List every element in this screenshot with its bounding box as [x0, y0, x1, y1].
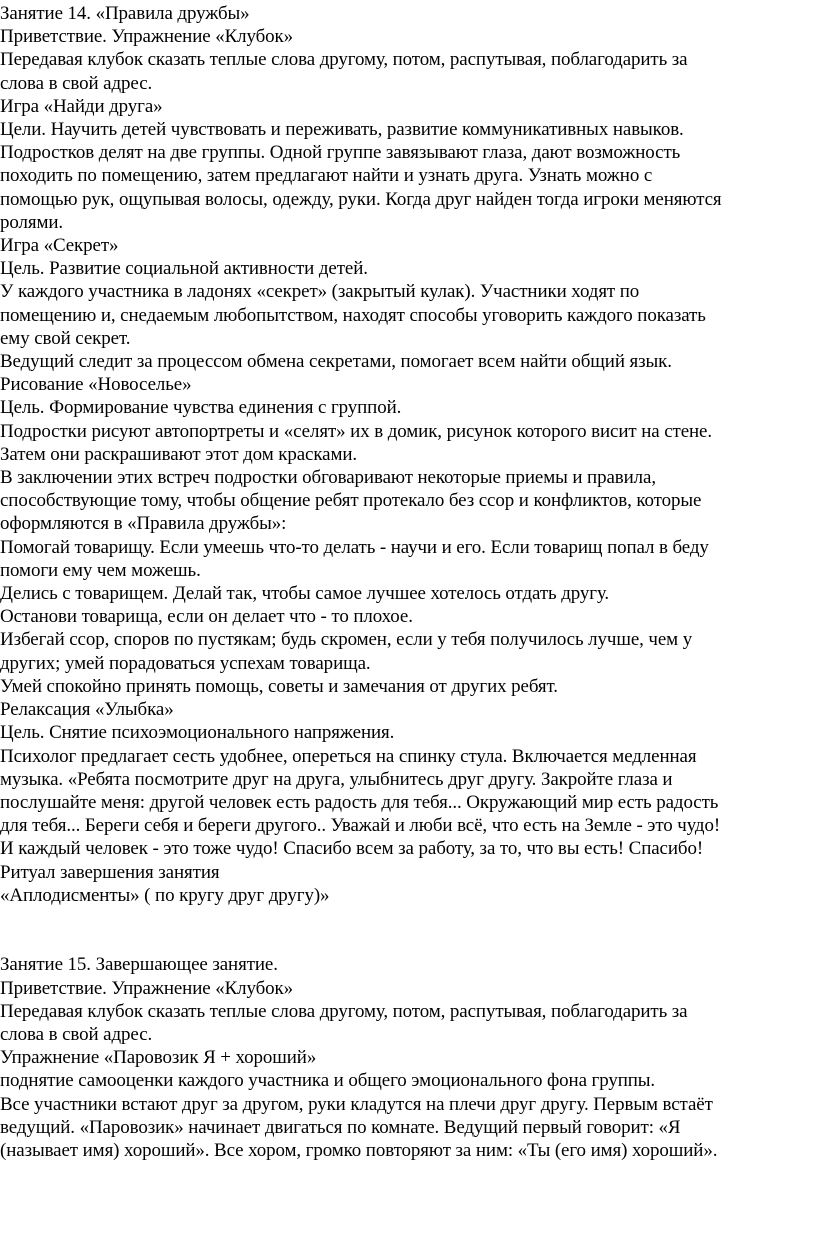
- text-line: способствующие тому, чтобы общение ребят протекало без ссор и конфликтов, которые: [0, 490, 702, 512]
- text-line: (называет имя) хороший». Все хором, громко повторяют за ним: «Ты (его имя) хороший».: [0, 1139, 718, 1161]
- text-line: Психолог предлагает сесть удобнее, опереться на спинку стула. Включается медленная: [0, 745, 697, 767]
- text-line: Рисование «Новоселье»: [0, 374, 192, 396]
- text-line: Передавая клубок сказать теплые слова другому, потом, распутывая, поблагодарить за: [0, 49, 688, 71]
- text-line: помоги ему чем можешь.: [0, 559, 201, 581]
- text-line: Игра «Секрет»: [0, 235, 119, 257]
- text-line: Все участники встают друг за другом, руки кладутся на плечи друг другу. Первым встаёт: [0, 1093, 713, 1115]
- text-line: для тебя... Береги себя и береги другого.. Уважай и люби всё, что есть на Земле - это чудо!: [0, 815, 721, 837]
- text-line: Делись с товарищем. Делай так, чтобы самое лучшее хотелось отдать другу.: [0, 583, 610, 605]
- text-line: ведущий. «Паровозик» начинает двигаться по комнате. Ведущий первый говорит: «Я: [0, 1116, 681, 1138]
- text-line: Ведущий следит за процессом обмена секретами, помогает всем найти общий язык.: [0, 351, 672, 373]
- text-line: Занятие 14. «Правила дружбы»: [0, 3, 250, 24]
- text-line: слова в свой адрес.: [0, 72, 153, 94]
- text-line: других; умей порадоваться успехам товарища.: [0, 652, 371, 674]
- text-line: поднятие самооценки каждого участника и общего эмоционального фона группы.: [0, 1070, 656, 1092]
- text-line: Останови товарища, если он делает что - то плохое.: [0, 606, 413, 628]
- text-line: Игра «Найди друга»: [0, 95, 163, 117]
- text-line: походить по помещению, затем предлагают найти и узнать друга. Узнать можно с: [0, 165, 653, 187]
- text-line: «Аплодисменты» ( по кругу друг другу)»: [0, 884, 330, 906]
- text-line: помощью рук, ощупывая волосы, одежду, руки. Когда друг найден тогда игроки меняются: [0, 188, 722, 210]
- text-line: И каждый человек - это тоже чудо! Спасибо всем за работу, за то, что вы есть! Спасибо!: [0, 838, 704, 860]
- text-line: Избегай ссор, споров по пустякам; будь скромен, если у тебя получилось лучше, чем у: [0, 629, 693, 651]
- text-line: ролями.: [0, 211, 64, 233]
- text-line: Затем они раскрашивают этот дом красками.: [0, 443, 358, 465]
- text-line: музыка. «Ребята посмотрите друг на друга, улыбнитесь друг другу. Закройте глаза и: [0, 768, 673, 790]
- text-line: Приветствие. Упражнение «Клубок»: [0, 26, 294, 48]
- lesson-15-section: [0, 953, 816, 1162]
- text-line: В заключении этих встреч подростки обговаривают некоторые приемы и правила,: [0, 467, 656, 489]
- text-line: Релаксация «Улыбка»: [0, 699, 174, 721]
- text-line: слова в свой адрес.: [0, 1023, 153, 1045]
- text-line: У каждого участника в ладонях «секрет» (закрытый кулак). Участники ходят по: [0, 281, 640, 303]
- text-line: Передавая клубок сказать теплые слова другому, потом, распутывая, поблагодарить за: [0, 1000, 688, 1022]
- text-line: Цели. Научить детей чувствовать и переживать, развитие коммуникативных навыков.: [0, 119, 684, 141]
- text-line: Ритуал завершения занятия: [0, 861, 220, 883]
- document-page: [0, 2, 816, 1162]
- text-line: Подростки рисуют автопортреты и «селят» их в домик, рисунок которого висит на стене.: [0, 420, 713, 442]
- text-line: помещению и, снедаемым любопытством, находят способы уговорить каждого показать: [0, 304, 706, 326]
- text-line: Приветствие. Упражнение «Клубок»: [0, 977, 294, 999]
- text-line: Умей спокойно принять помощь, советы и замечания от других ребят.: [0, 675, 558, 697]
- text-line: Занятие 15. Завершающее занятие.: [0, 954, 278, 976]
- text-line: оформляются в «Правила дружбы»:: [0, 513, 287, 535]
- text-line: Помогай товарищу. Если умеешь что-то делать - научи и его. Если товарищ попал в беду: [0, 536, 709, 558]
- lesson-14-section: [0, 2, 816, 907]
- text-line: Цель. Снятие психоэмоционального напряжения.: [0, 722, 395, 744]
- text-line: Упражнение «Паровозик Я + хороший»: [0, 1047, 317, 1069]
- text-line: Цель. Формирование чувства единения с группой.: [0, 397, 402, 419]
- text-line: Подростков делят на две группы. Одной группе завязывают глаза, дают возможность: [0, 142, 681, 164]
- text-line: послушайте меня: другой человек есть радость для тебя... Окружающий мир есть радость: [0, 791, 719, 813]
- text-line: Цель. Развитие социальной активности детей.: [0, 258, 368, 280]
- text-line: ему свой секрет.: [0, 327, 131, 349]
- section-gap: [0, 907, 816, 953]
